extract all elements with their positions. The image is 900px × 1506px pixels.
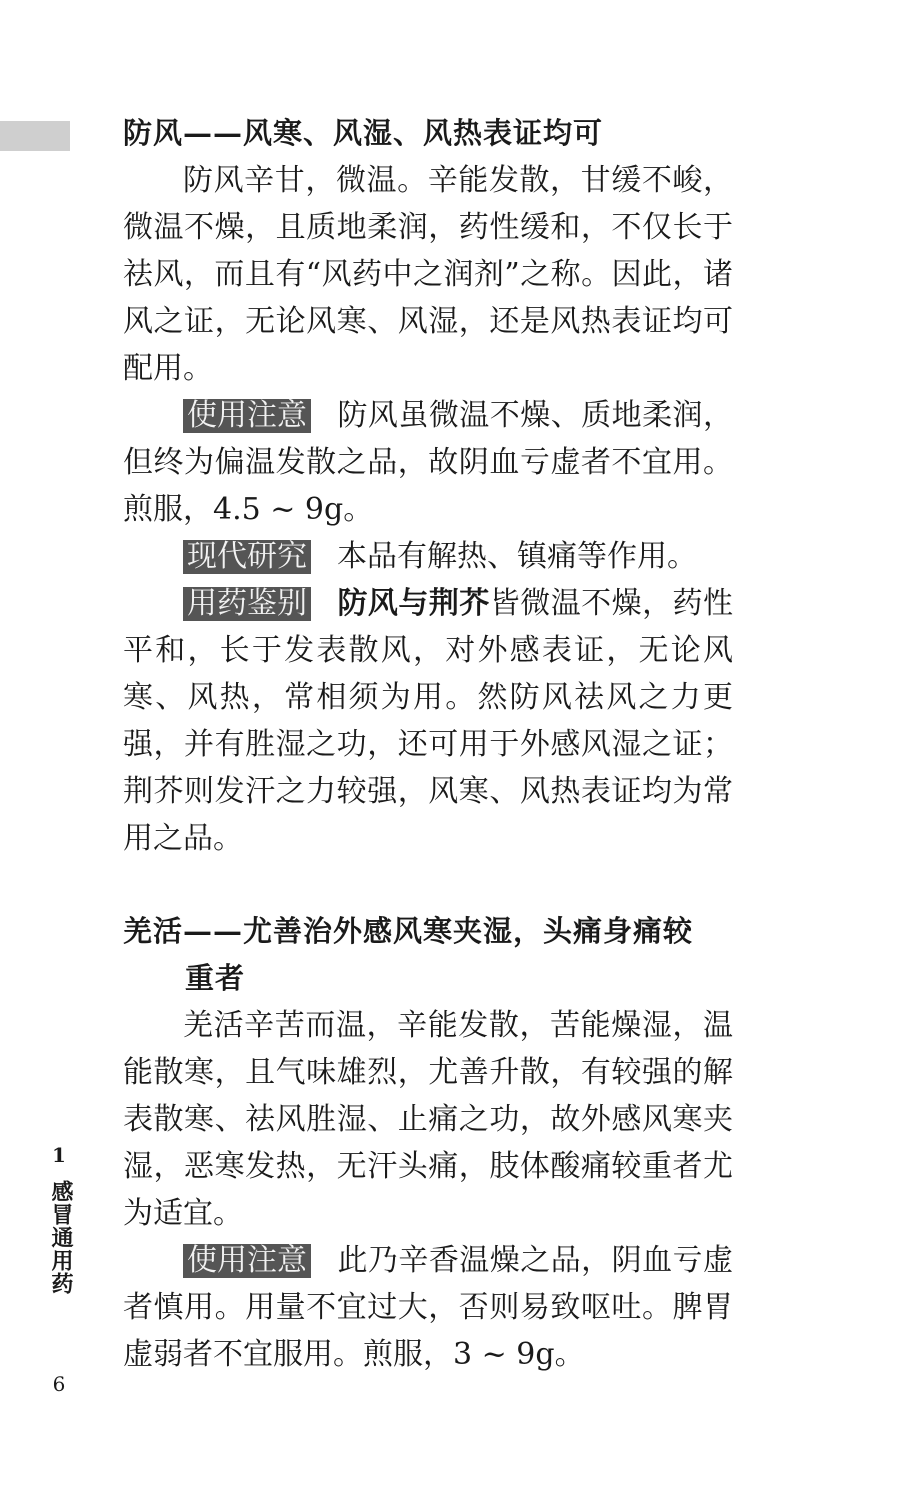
section-tab-marker [0, 121, 70, 151]
caution-tag: 使用注意 [183, 1244, 311, 1278]
section2-title-line2: 重者 [185, 961, 246, 995]
section2-caution [123, 1237, 733, 1378]
section2-title [123, 908, 733, 1002]
page-number: 6 [52, 1372, 66, 1396]
chapter-number: 1 [52, 1143, 66, 1167]
caution-tag: 使用注意 [183, 399, 311, 433]
section1-research [123, 533, 733, 580]
section2-intro: 羌活辛苦而温，辛能发散，苦能燥湿，温能散寒，且气味雄烈，尤善升散，有较强的解表散寒、祛风胜湿、止痛之功，故外感风寒夹湿，恶寒发热，无汗头痛，肢体酸痛较重者尤为适宜。 [123, 1008, 733, 1231]
page-content [123, 110, 733, 1378]
section2-title-line1: 羌活——尤善治外感风寒夹湿，头痛身痛较 [123, 914, 694, 948]
section1-intro: 防风辛甘，微温。辛能发散，甘缓不峻，微温不燥，且质地柔润，药性缓和，不仅长于祛风，而且有“风药中之润剂”之称。因此，诸风之证，无论风寒、风湿，还是风热表证均可配用。 [123, 163, 733, 386]
section1-caution [123, 392, 733, 533]
section1-compare [123, 580, 733, 862]
compare-tag: 用药鉴别 [183, 587, 311, 621]
research-text: 本品有解热、镇痛等作用。 [337, 539, 697, 574]
compare-text: 皆微温不燥，药性平和，长于发表散风，对外感表证，无论风寒、风热，常相须为用。然防风祛风之力更强，并有胜湿之功，还可用于外感风湿之证；荆芥则发汗之力较强，风寒、风热表证均为常用之品。 [123, 586, 734, 856]
chapter-title: 感冒通用药 [48, 1180, 74, 1295]
compare-bold-term: 防风与荆芥 [337, 586, 490, 621]
research-tag: 现代研究 [183, 540, 311, 574]
caution-text: 此乃辛香温燥之品，阴血亏虚者慎用。用量不宜过大，否则易致呕吐。脾胃虚弱者不宜服用。煎服，3 ~ 9g。 [123, 1243, 733, 1372]
section1-title: 防风——风寒、风湿、风热表证均可 [123, 116, 604, 150]
caution-text: 防风虽微温不燥、质地柔润，但终为偏温发散之品，故阴血亏虚者不宜用。煎服，4.5 ~ 9g。 [123, 398, 733, 527]
